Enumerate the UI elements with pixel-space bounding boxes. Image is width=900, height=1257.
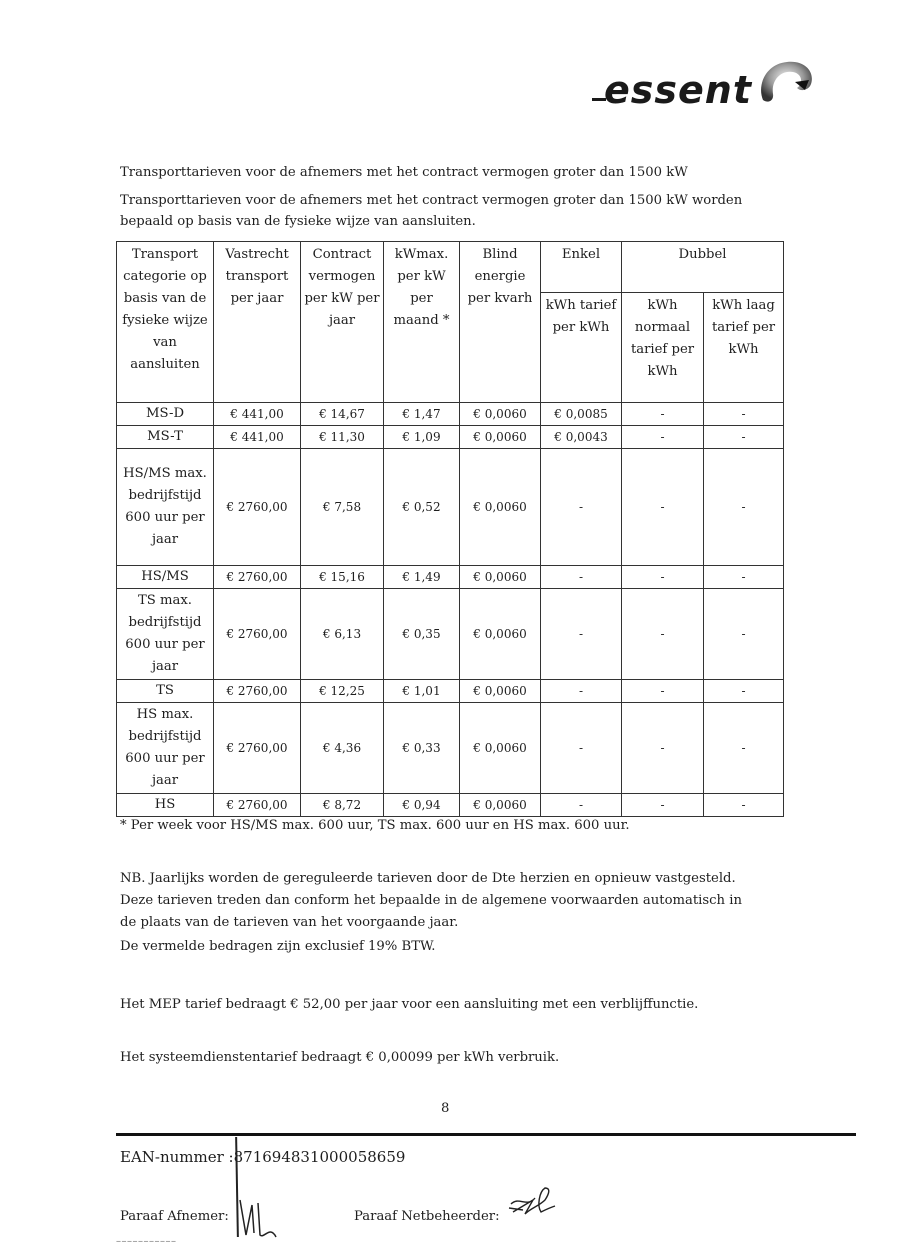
afnemer-signature-icon	[236, 1195, 286, 1240]
cell-vastrecht: € 441,00	[214, 426, 301, 449]
table-row	[117, 566, 784, 589]
cell-kwmax: € 1,01	[384, 680, 460, 703]
header-enkel: Enkel	[541, 242, 622, 293]
cell-normaal: -	[622, 426, 704, 449]
essent-logo	[592, 58, 812, 128]
table-row	[117, 794, 784, 817]
cell-category: HS	[117, 794, 214, 817]
table-row	[117, 680, 784, 703]
cell-contract: € 8,72	[301, 794, 384, 817]
section-title: Transporttarieven voor de afnemers met het contract vermogen groter dan 1500 kW	[120, 165, 688, 180]
logo-swirl-icon	[755, 58, 815, 110]
cell-category: HS max. bedrijfstijd 600 uur per jaar	[117, 703, 214, 794]
cell-normaal: -	[622, 449, 704, 566]
cell-kwmax: € 0,33	[384, 703, 460, 794]
header-kwmax: kWmax. per kW per maand *	[384, 242, 460, 403]
ean-value: 871694831000058659	[233, 1148, 406, 1166]
cell-vastrecht: € 2760,00	[214, 449, 301, 566]
cell-vastrecht: € 2760,00	[214, 566, 301, 589]
cell-normaal: -	[622, 703, 704, 794]
page-number: 8	[441, 1101, 450, 1116]
mep-note: Het MEP tarief bedraagt € 52,00 per jaar voor een aansluiting met een verblijffunctie.	[120, 997, 699, 1012]
cell-blind: € 0,0060	[460, 680, 541, 703]
cell-vastrecht: € 441,00	[214, 403, 301, 426]
cell-laag: -	[704, 703, 784, 794]
table-footnote: * Per week voor HS/MS max. 600 uur, TS max. 600 uur en HS max. 600 uur.	[120, 818, 630, 833]
cell-category: TS	[117, 680, 214, 703]
logo-text: essent	[604, 68, 752, 112]
cell-blind: € 0,0060	[460, 794, 541, 817]
ean-label: EAN-nummer :	[120, 1148, 234, 1166]
cell-blind: € 0,0060	[460, 703, 541, 794]
nb-line-1: NB. Jaarlijks worden de gereguleerde tarieven door de Dte herzien en opnieuw vastgesteld.	[120, 871, 736, 886]
cell-category: HS/MS max. bedrijfstijd 600 uur per jaar	[117, 449, 214, 566]
cell-normaal: -	[622, 403, 704, 426]
header-blind: Blind energie per kvarh	[460, 242, 541, 403]
systeem-note: Het systeemdienstentarief bedraagt € 0,00099 per kWh verbruik.	[120, 1050, 560, 1065]
cell-enkel: € 0,0085	[541, 403, 622, 426]
cell-enkel: -	[541, 449, 622, 566]
nb-line-3: de plaats van de tarieven van het voorgaande jaar.	[120, 915, 459, 930]
cell-normaal: -	[622, 589, 704, 680]
cell-enkel: € 0,0043	[541, 426, 622, 449]
cell-normaal: -	[622, 794, 704, 817]
table-row	[117, 703, 784, 794]
cell-contract: € 7,58	[301, 449, 384, 566]
nb-line-2: Deze tarieven treden dan conform het bepaalde in de algemene voorwaarden automatisch in	[120, 893, 742, 908]
tariff-table	[116, 241, 784, 817]
cell-contract: € 6,13	[301, 589, 384, 680]
cell-normaal: -	[622, 680, 704, 703]
cell-laag: -	[704, 566, 784, 589]
paraaf-netbeheerder-label: Paraaf Netbeheerder:	[354, 1209, 500, 1224]
header-vastrecht: Vastrecht transport per jaar	[214, 242, 301, 403]
cell-kwmax: € 1,09	[384, 426, 460, 449]
cell-laag: -	[704, 794, 784, 817]
cell-vastrecht: € 2760,00	[214, 794, 301, 817]
cell-contract: € 12,25	[301, 680, 384, 703]
cell-contract: € 11,30	[301, 426, 384, 449]
table-row	[117, 403, 784, 426]
netbeheerder-signature-icon	[505, 1182, 560, 1222]
header-contract: Contract vermogen per kW per jaar	[301, 242, 384, 403]
header-enkel-kwh: kWh tarief per kWh	[541, 292, 622, 402]
cell-blind: € 0,0060	[460, 589, 541, 680]
cell-vastrecht: € 2760,00	[214, 680, 301, 703]
cell-blind: € 0,0060	[460, 566, 541, 589]
cell-enkel: -	[541, 566, 622, 589]
cell-category: TS max. bedrijfstijd 600 uur per jaar	[117, 589, 214, 680]
cell-enkel: -	[541, 703, 622, 794]
cell-laag: -	[704, 680, 784, 703]
footer-divider	[116, 1133, 856, 1136]
table-row	[117, 589, 784, 680]
cell-enkel: -	[541, 794, 622, 817]
cell-contract: € 4,36	[301, 703, 384, 794]
cell-vastrecht: € 2760,00	[214, 703, 301, 794]
cell-vastrecht: € 2760,00	[214, 589, 301, 680]
cell-category: MS-D	[117, 403, 214, 426]
cut-off-footer-text: –––––––––––	[116, 1236, 177, 1247]
btw-note: De vermelde bedragen zijn exclusief 19% BTW.	[120, 939, 436, 954]
cell-laag: -	[704, 449, 784, 566]
cell-normaal: -	[622, 566, 704, 589]
intro-line-1: Transporttarieven voor de afnemers met het contract vermogen groter dan 1500 kW worden	[120, 193, 743, 208]
cell-category: MS-T	[117, 426, 214, 449]
table-row	[117, 449, 784, 566]
cell-blind: € 0,0060	[460, 426, 541, 449]
cell-contract: € 14,67	[301, 403, 384, 426]
ean-row	[120, 1148, 405, 1166]
header-dubbel-laag: kWh laag tarief per kWh	[704, 292, 784, 402]
cell-laag: -	[704, 426, 784, 449]
header-dubbel-normaal: kWh normaal tarief per kWh	[622, 292, 704, 402]
cell-kwmax: € 0,52	[384, 449, 460, 566]
intro-line-2: bepaald op basis van de fysieke wijze van aansluiten.	[120, 214, 476, 229]
paraaf-afnemer-label: Paraaf Afnemer:	[120, 1209, 229, 1224]
cell-contract: € 15,16	[301, 566, 384, 589]
header-dubbel: Dubbel	[622, 242, 784, 293]
cell-kwmax: € 0,94	[384, 794, 460, 817]
cell-kwmax: € 1,47	[384, 403, 460, 426]
cell-kwmax: € 0,35	[384, 589, 460, 680]
cell-category: HS/MS	[117, 566, 214, 589]
cell-laag: -	[704, 589, 784, 680]
table-row	[117, 426, 784, 449]
cell-enkel: -	[541, 589, 622, 680]
cell-laag: -	[704, 403, 784, 426]
header-category: Transport categorie op basis van de fysieke wijze van aansluiten	[117, 242, 214, 403]
cell-blind: € 0,0060	[460, 449, 541, 566]
cell-blind: € 0,0060	[460, 403, 541, 426]
cell-kwmax: € 1,49	[384, 566, 460, 589]
cell-enkel: -	[541, 680, 622, 703]
